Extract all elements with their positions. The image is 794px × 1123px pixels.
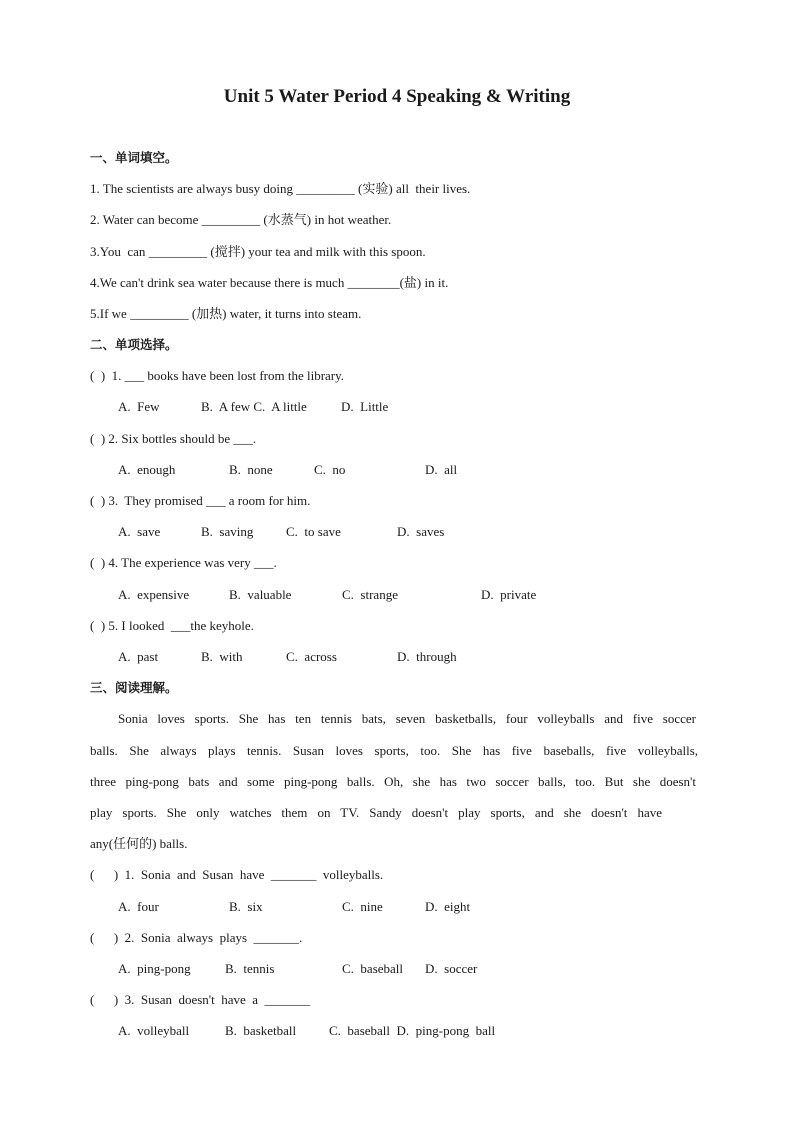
mc-q4-option-b: B. valuable <box>229 587 292 602</box>
mc-question-4: ( ) 4. The experience was very ___. <box>90 555 277 570</box>
rc-q2-option-a: A. ping-pong <box>118 961 191 976</box>
passage-line-2: balls. She always plays tennis. Susan loves sports, too. She has five baseballs, five volleyballs, <box>90 743 698 758</box>
section-heading-vocabulary: 一、单词填空。 <box>90 150 178 165</box>
rc-q2-option-b: B. tennis <box>225 961 275 976</box>
rc-q1-option-b: B. six <box>229 899 263 914</box>
mc-q3-option-d: D. saves <box>397 524 445 539</box>
mc-q5-option-c: C. across <box>286 649 337 664</box>
passage-line-4: play sports. She only watches them on TV. Sandy doesn't play sports, and she doesn't have <box>90 805 662 820</box>
vocab-item-3: 3.You can _________ (搅拌) your tea and milk with this spoon. <box>90 244 426 259</box>
mc-q5-option-d: D. through <box>397 649 457 664</box>
mc-q2-option-b: B. none <box>229 462 273 477</box>
mc-q2-option-d: D. all <box>425 462 458 477</box>
mc-q1-option-a: A. Few <box>118 399 160 414</box>
mc-q3-option-a: A. save <box>118 524 161 539</box>
mc-question-5: ( ) 5. I looked ___the keyhole. <box>90 618 254 633</box>
mc-question-2: ( ) 2. Six bottles should be ___. <box>90 431 257 446</box>
reading-question-1: ( ) 1. Sonia and Susan have _______ volleyballs. <box>90 867 384 882</box>
rc-q3-option-cd: C. baseball D. ping-pong ball <box>329 1023 496 1038</box>
passage-line-5: any(任何的) balls. <box>90 836 188 851</box>
rc-q3-option-a: A. volleyball <box>118 1023 190 1038</box>
mc-q4-option-c: C. strange <box>342 587 398 602</box>
mc-q2-option-a: A. enough <box>118 462 176 477</box>
mc-q4-option-d: D. private <box>481 587 537 602</box>
mc-question-3: ( ) 3. They promised ___ a room for him. <box>90 493 311 508</box>
section-heading-multiple-choice: 二、单项选择。 <box>90 337 178 352</box>
rc-q1-option-c: C. nine <box>342 899 383 914</box>
reading-question-3: ( ) 3. Susan doesn't have a _______ <box>90 992 311 1007</box>
rc-q1-option-d: D. eight <box>425 899 471 914</box>
rc-q1-option-a: A. four <box>118 899 159 914</box>
mc-q5-option-a: A. past <box>118 649 159 664</box>
mc-q1-option-d: D. Little <box>341 399 389 414</box>
vocab-item-2: 2. Water can become _________ (水蒸气) in hot weather. <box>90 212 392 227</box>
vocab-item-4: 4.We can't drink sea water because there is much ________(盐) in it. <box>90 275 449 290</box>
mc-q1-option-bc: B. A few C. A little <box>201 399 307 414</box>
mc-q2-option-c: C. no <box>314 462 346 477</box>
rc-q3-option-b: B. basketball <box>225 1023 297 1038</box>
page-title: Unit 5 Water Period 4 Speaking & Writing <box>223 86 571 107</box>
passage-line-1: Sonia loves sports. She has ten tennis bats, seven basketballs, four volleyballs and five soccer <box>118 711 696 726</box>
mc-q4-option-a: A. expensive <box>118 587 190 602</box>
mc-q5-option-b: B. with <box>201 649 243 664</box>
section-heading-reading: 三、阅读理解。 <box>90 680 178 695</box>
rc-q2-option-d: D. soccer <box>425 961 478 976</box>
mc-q3-option-b: B. saving <box>201 524 254 539</box>
vocab-item-1: 1. The scientists are always busy doing _________ (实验) all their lives. <box>90 181 471 196</box>
mc-question-1: ( ) 1. ___ books have been lost from the library. <box>90 368 345 383</box>
mc-q3-option-c: C. to save <box>286 524 341 539</box>
reading-question-2: ( ) 2. Sonia always plays _______. <box>90 930 303 945</box>
rc-q2-option-c: C. baseball <box>342 961 404 976</box>
passage-line-3: three ping-pong bats and some ping-pong balls. Oh, she has two soccer balls, too. But she doesn't <box>90 774 696 789</box>
vocab-item-5: 5.If we _________ (加热) water, it turns into steam. <box>90 306 362 321</box>
